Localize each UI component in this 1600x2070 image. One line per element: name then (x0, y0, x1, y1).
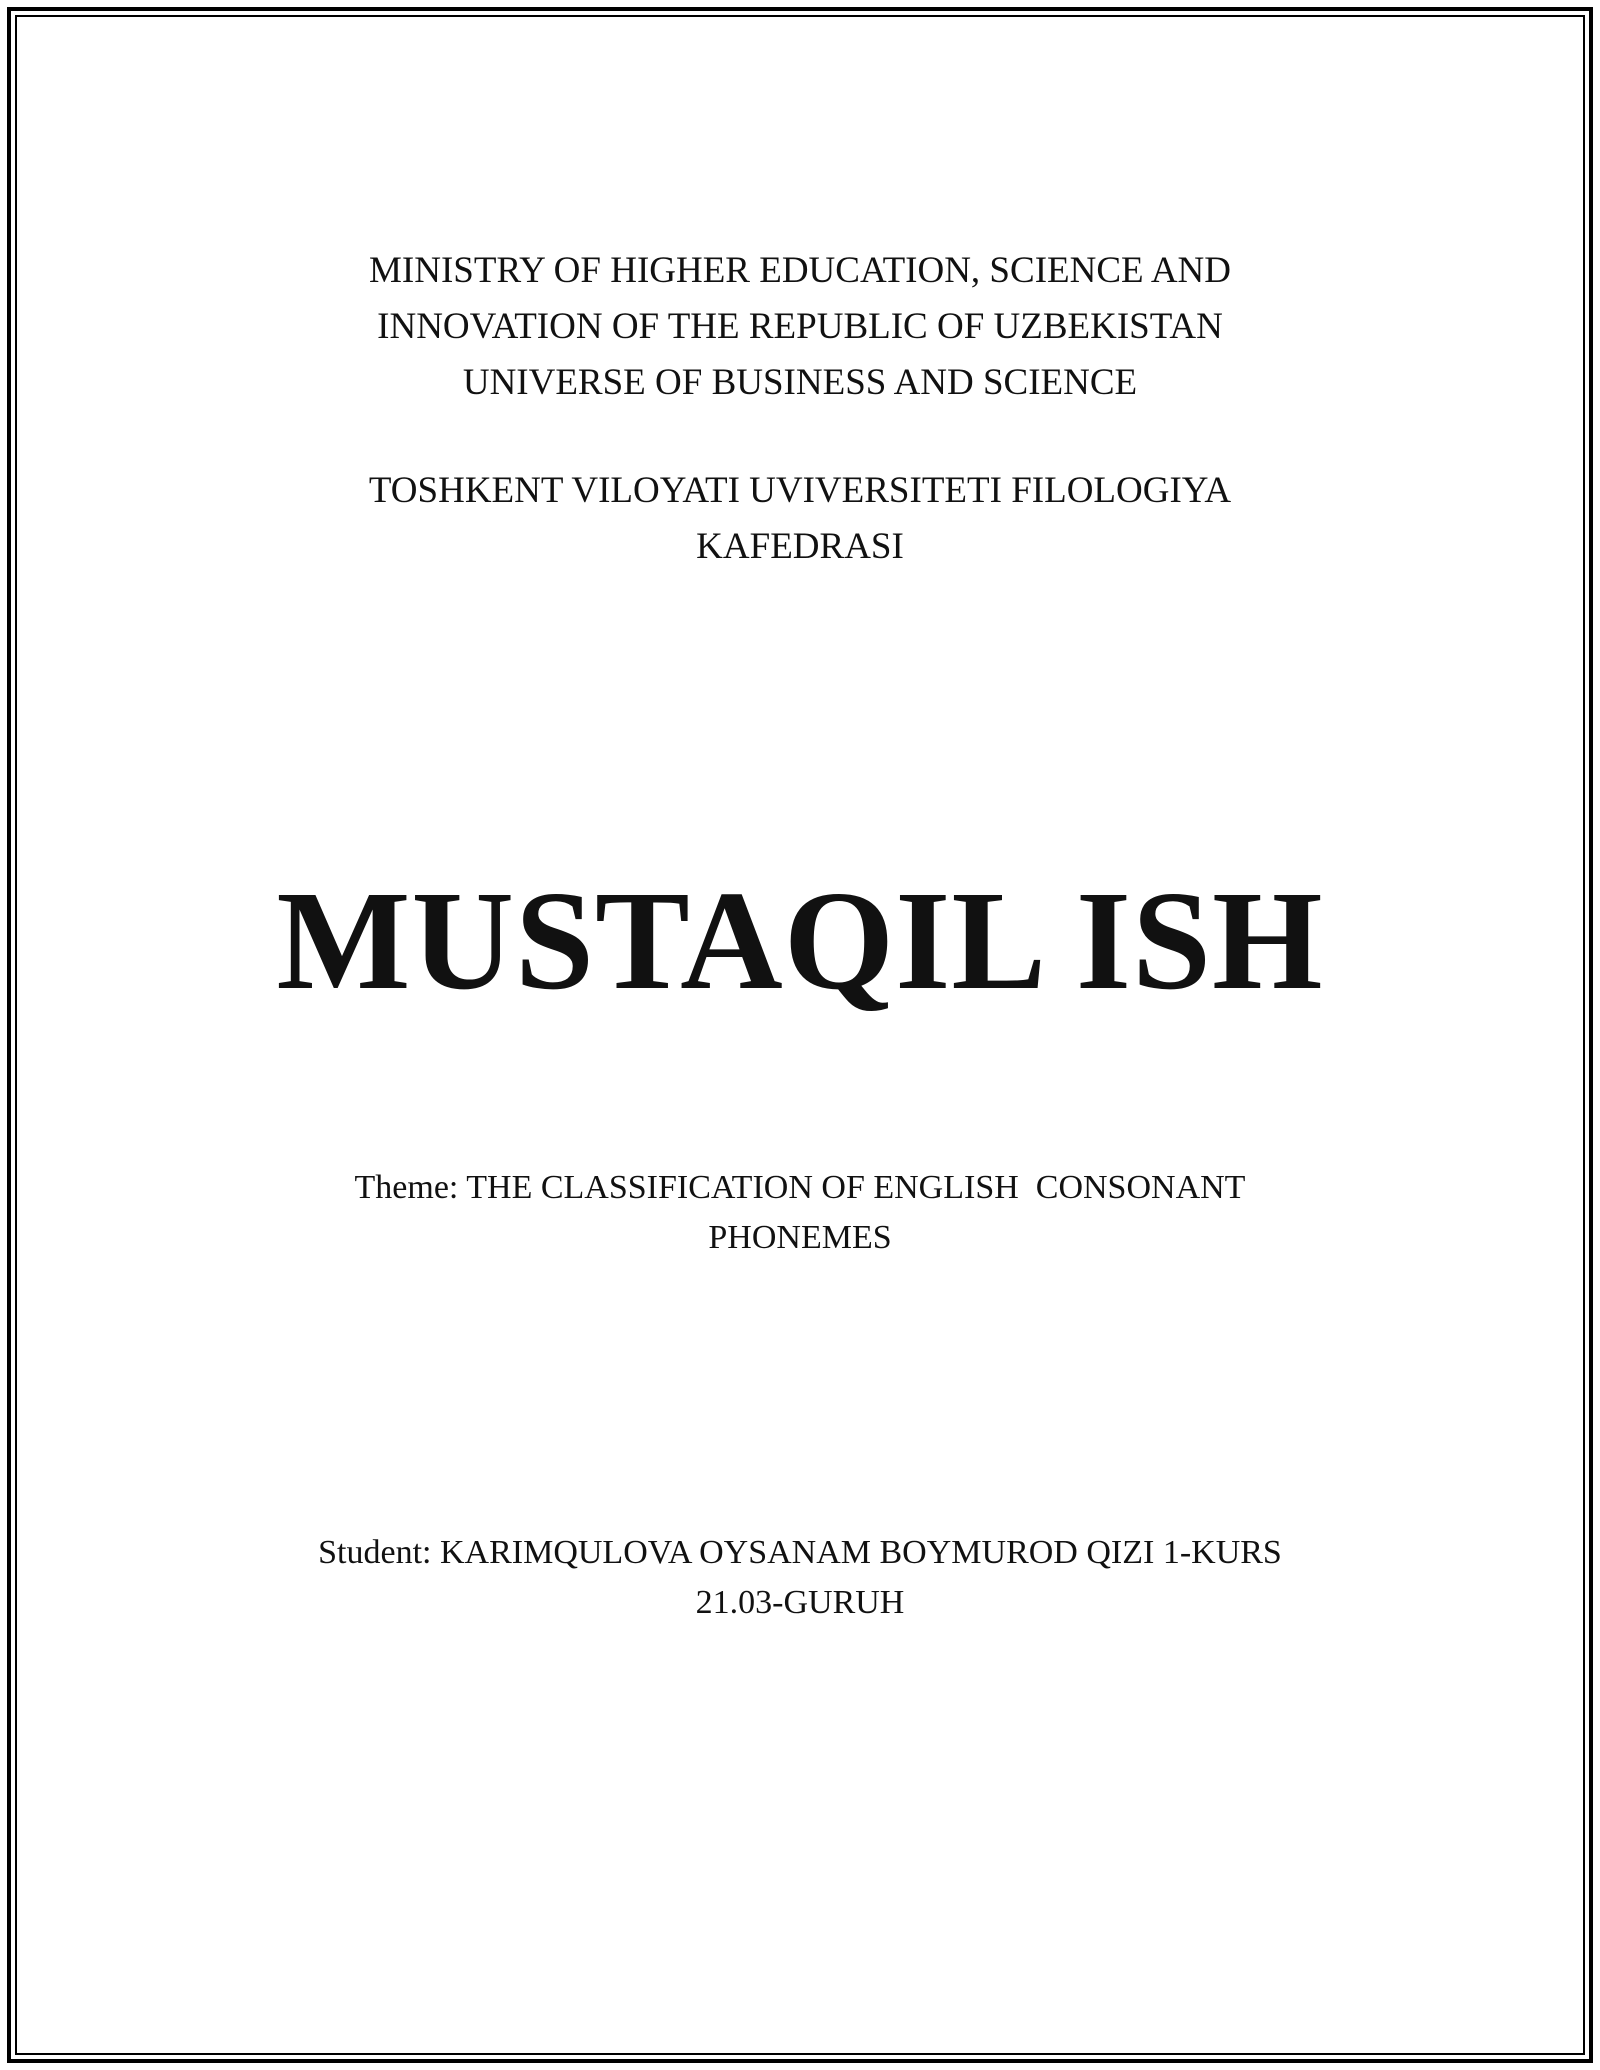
theme-line: PHONEMES (708, 1219, 892, 1256)
student-info (200, 1528, 1400, 1628)
ministry-line: INNOVATION OF THE REPUBLIC OF UZBEKISTAN (377, 306, 1223, 347)
department-line: TOSHKENT VILOYATI UVIVERSITETI FILOLOGIYA (368, 470, 1232, 511)
ministry-line: MINISTRY OF HIGHER EDUCATION, SCIENCE AND (369, 250, 1231, 291)
department-line: KAFEDRASI (696, 526, 904, 567)
student-group-line: 21.03-GURUH (695, 1584, 905, 1621)
ministry-header (250, 243, 1350, 411)
department-header (250, 463, 1350, 575)
theme-text (250, 1163, 1350, 1263)
document-title: MUSTAQIL ISH (276, 861, 1324, 1019)
university-name: UNIVERSE OF BUSINESS AND SCIENCE (462, 362, 1138, 403)
student-name-line: Student: KARIMQULOVA OYSANAM BOYMUROD QIZI 1-KURS (318, 1534, 1282, 1571)
theme-line: Theme: THE CLASSIFICATION OF ENGLISH CONSONANT (354, 1169, 1246, 1206)
